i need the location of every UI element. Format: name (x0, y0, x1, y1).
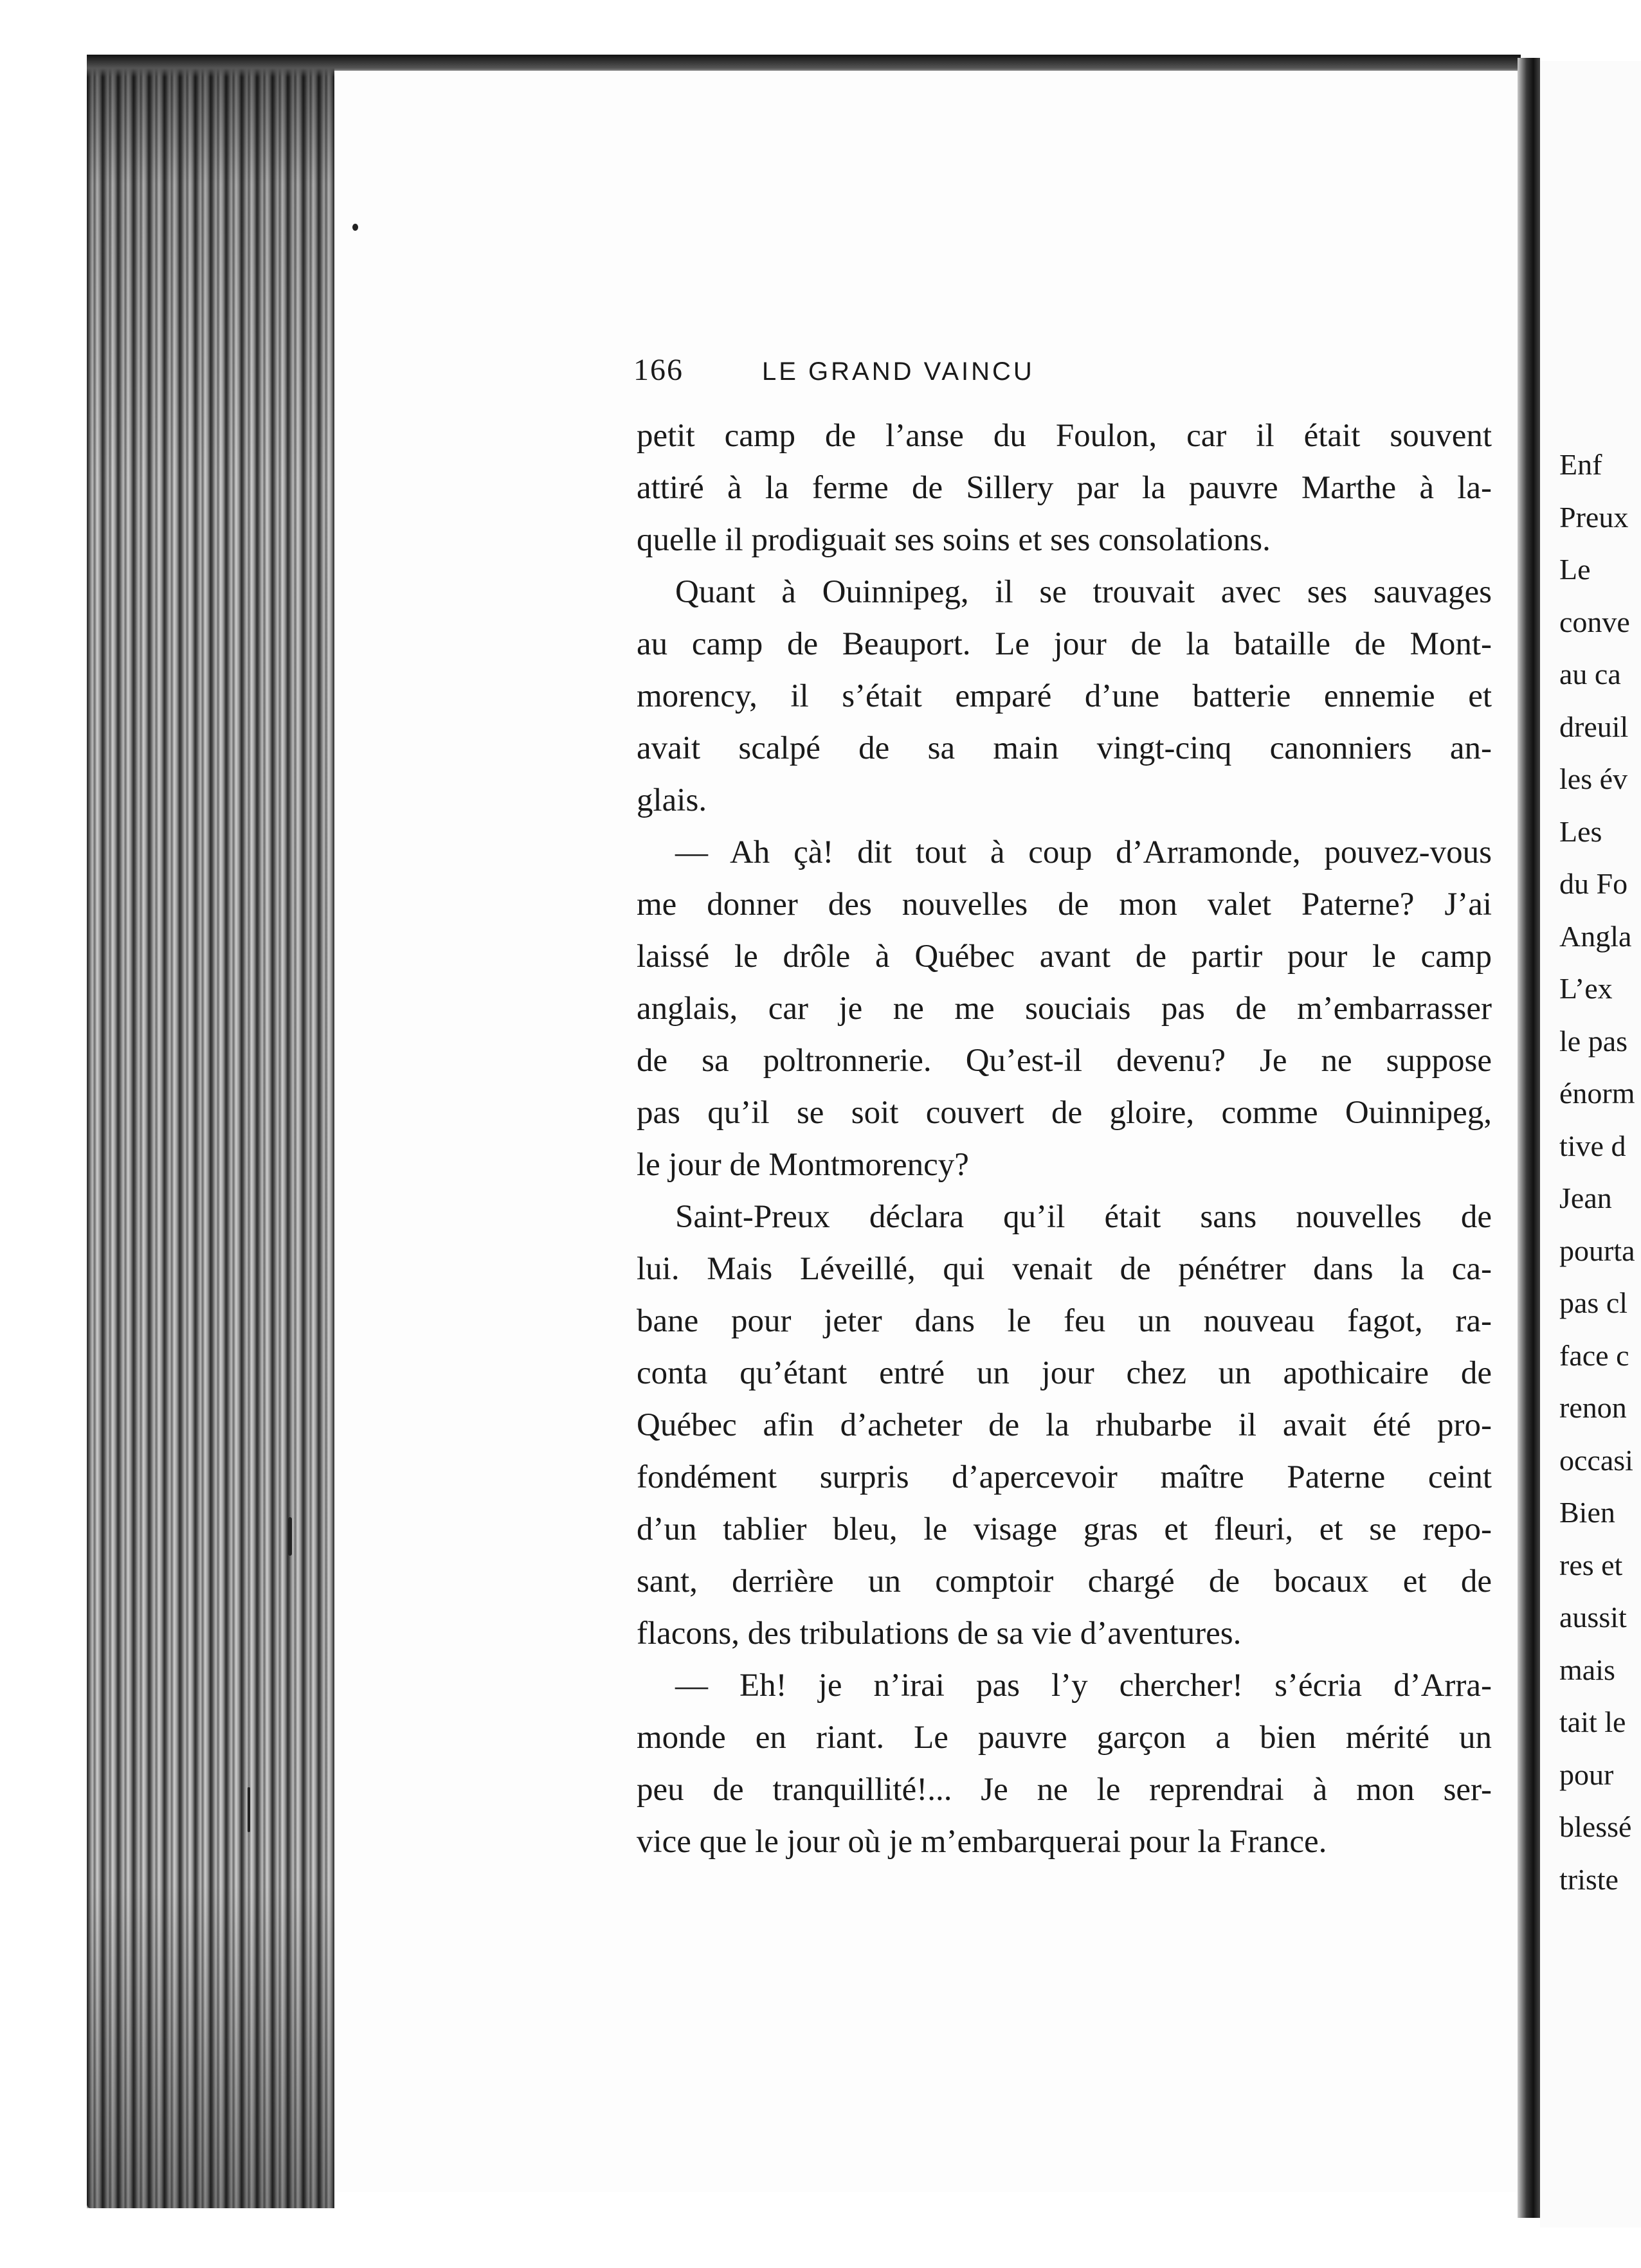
facing-page-fragment: Bien (1559, 1496, 1615, 1529)
facing-page-fragment: pas cl (1559, 1286, 1628, 1319)
text-line: Québec afin d’acheter de la rhubarbe il avait été pro- (637, 1407, 1492, 1443)
text-line: Saint-Preux déclara qu’il était sans nouvelles de (675, 1199, 1492, 1235)
facing-page-fragment: res et (1559, 1548, 1623, 1581)
text-line: bane pour jeter dans le feu un nouveau fagot, ra- (637, 1303, 1492, 1339)
text-line: fondément surpris d’apercevoir maître Paterne ceint (637, 1459, 1492, 1495)
book-spine (1518, 58, 1540, 2218)
body-text (637, 410, 1492, 1868)
facing-page-fragment: le pas (1559, 1024, 1628, 1058)
facing-page-fragment: Enf (1559, 448, 1602, 481)
text-line: avait scalpé de sa main vingt-cinq canonniers an- (637, 730, 1492, 766)
text-line: quelle il prodiguait ses soins et ses consolations. (637, 522, 1271, 558)
text-line: pas qu’il se soit couvert de gloire, comme Ouinnipeg, (637, 1095, 1492, 1131)
facing-page-fragment: Angla (1559, 919, 1632, 953)
facing-page-fragment: tait le (1559, 1706, 1626, 1738)
text-line: le jour de Montmorency? (637, 1147, 969, 1183)
page-header (633, 352, 1212, 388)
scan-speck (248, 1787, 250, 1832)
text-line: laissé le drôle à Québec avant de partir pour le camp (637, 939, 1492, 975)
facing-page-fragment: les év (1559, 762, 1628, 795)
facing-page-fragment: triste (1559, 1862, 1618, 1896)
text-line: flacons, des tribulations de sa vie d’aventures. (637, 1616, 1242, 1652)
facing-page-fragment: L’ex (1559, 972, 1613, 1005)
facing-page-fragment: occasi (1559, 1443, 1633, 1477)
facing-page-fragment: Jean (1559, 1182, 1612, 1214)
facing-page-fragment: énorm (1559, 1077, 1635, 1110)
text-line: — Ah çà! dit tout à coup d’Arramonde, pouvez-vous (675, 834, 1492, 870)
text-line: anglais, car je ne me souciais pas de m’embarrasser (637, 991, 1492, 1027)
facing-page-fragment: pourta (1559, 1234, 1635, 1267)
text-line: d’un tablier bleu, le visage gras et fleuri, et se repo- (637, 1511, 1492, 1547)
facing-page (1540, 61, 1641, 2228)
text-line: de sa poltronnerie. Qu’est-il devenu? Je ne suppose (637, 1043, 1492, 1079)
text-line: glais. (637, 782, 707, 818)
scan-background (0, 0, 1641, 58)
text-line: — Eh! je n’irai pas l’y chercher! s’écria d’Arra- (675, 1668, 1492, 1704)
scan-background-bottom (0, 2231, 1641, 2268)
facing-page-fragment: conve (1559, 605, 1630, 638)
text-line: Quant à Ouinnipeg, il se trouvait avec ses sauvages (675, 574, 1492, 610)
text-line: peu de tranquillité!... Je ne le reprendrai à mon ser- (637, 1772, 1492, 1808)
facing-page-fragment: pour (1559, 1758, 1614, 1791)
book-page-edges (87, 55, 334, 2208)
facing-page-fragment: face c (1559, 1338, 1629, 1372)
facing-page-fragment: Les (1559, 815, 1602, 848)
scan-speck (352, 224, 358, 231)
text-line: au camp de Beauport. Le jour de la bataille de Mont- (637, 626, 1492, 662)
page-number: 166 (633, 353, 684, 387)
text-line: monde en riant. Le pauvre garçon a bien mérité un (637, 1720, 1492, 1756)
text-line: vice que le jour où je m’embarquerai pour la France. (637, 1824, 1327, 1860)
facing-page-fragment: aussit (1559, 1601, 1627, 1634)
text-line: petit camp de l’anse du Foulon, car il était souvent (637, 418, 1492, 454)
facing-page-fragment: tive d (1559, 1129, 1626, 1162)
text-line: conta qu’étant entré un jour chez un apothicaire de (637, 1355, 1492, 1391)
text-line: lui. Mais Léveillé, qui venait de pénétrer dans la ca- (637, 1251, 1492, 1287)
facing-page-fragment: blessé (1559, 1810, 1632, 1843)
facing-page-fragment: Preux (1559, 500, 1629, 534)
text-line: me donner des nouvelles de mon valet Paterne? J’ai (637, 887, 1492, 923)
facing-page-fragment: du Fo (1559, 867, 1628, 900)
facing-page-fragment: renon (1559, 1391, 1627, 1424)
facing-page-fragment: dreuil (1559, 710, 1629, 743)
text-line: attiré à la ferme de Sillery par la pauvre Marthe à la- (637, 470, 1492, 506)
text-line: sant, derrière un comptoir chargé de bocaux et de (637, 1563, 1492, 1599)
scan-speck (288, 1517, 292, 1556)
running-title: LE GRAND VAINCU (762, 357, 1035, 386)
text-line: morency, il s’était emparé d’une batterie ennemie et (637, 678, 1492, 714)
facing-page-fragment: mais (1559, 1653, 1615, 1686)
facing-page-fragment: au ca (1559, 658, 1621, 690)
facing-page-fragment: Le (1559, 553, 1591, 586)
